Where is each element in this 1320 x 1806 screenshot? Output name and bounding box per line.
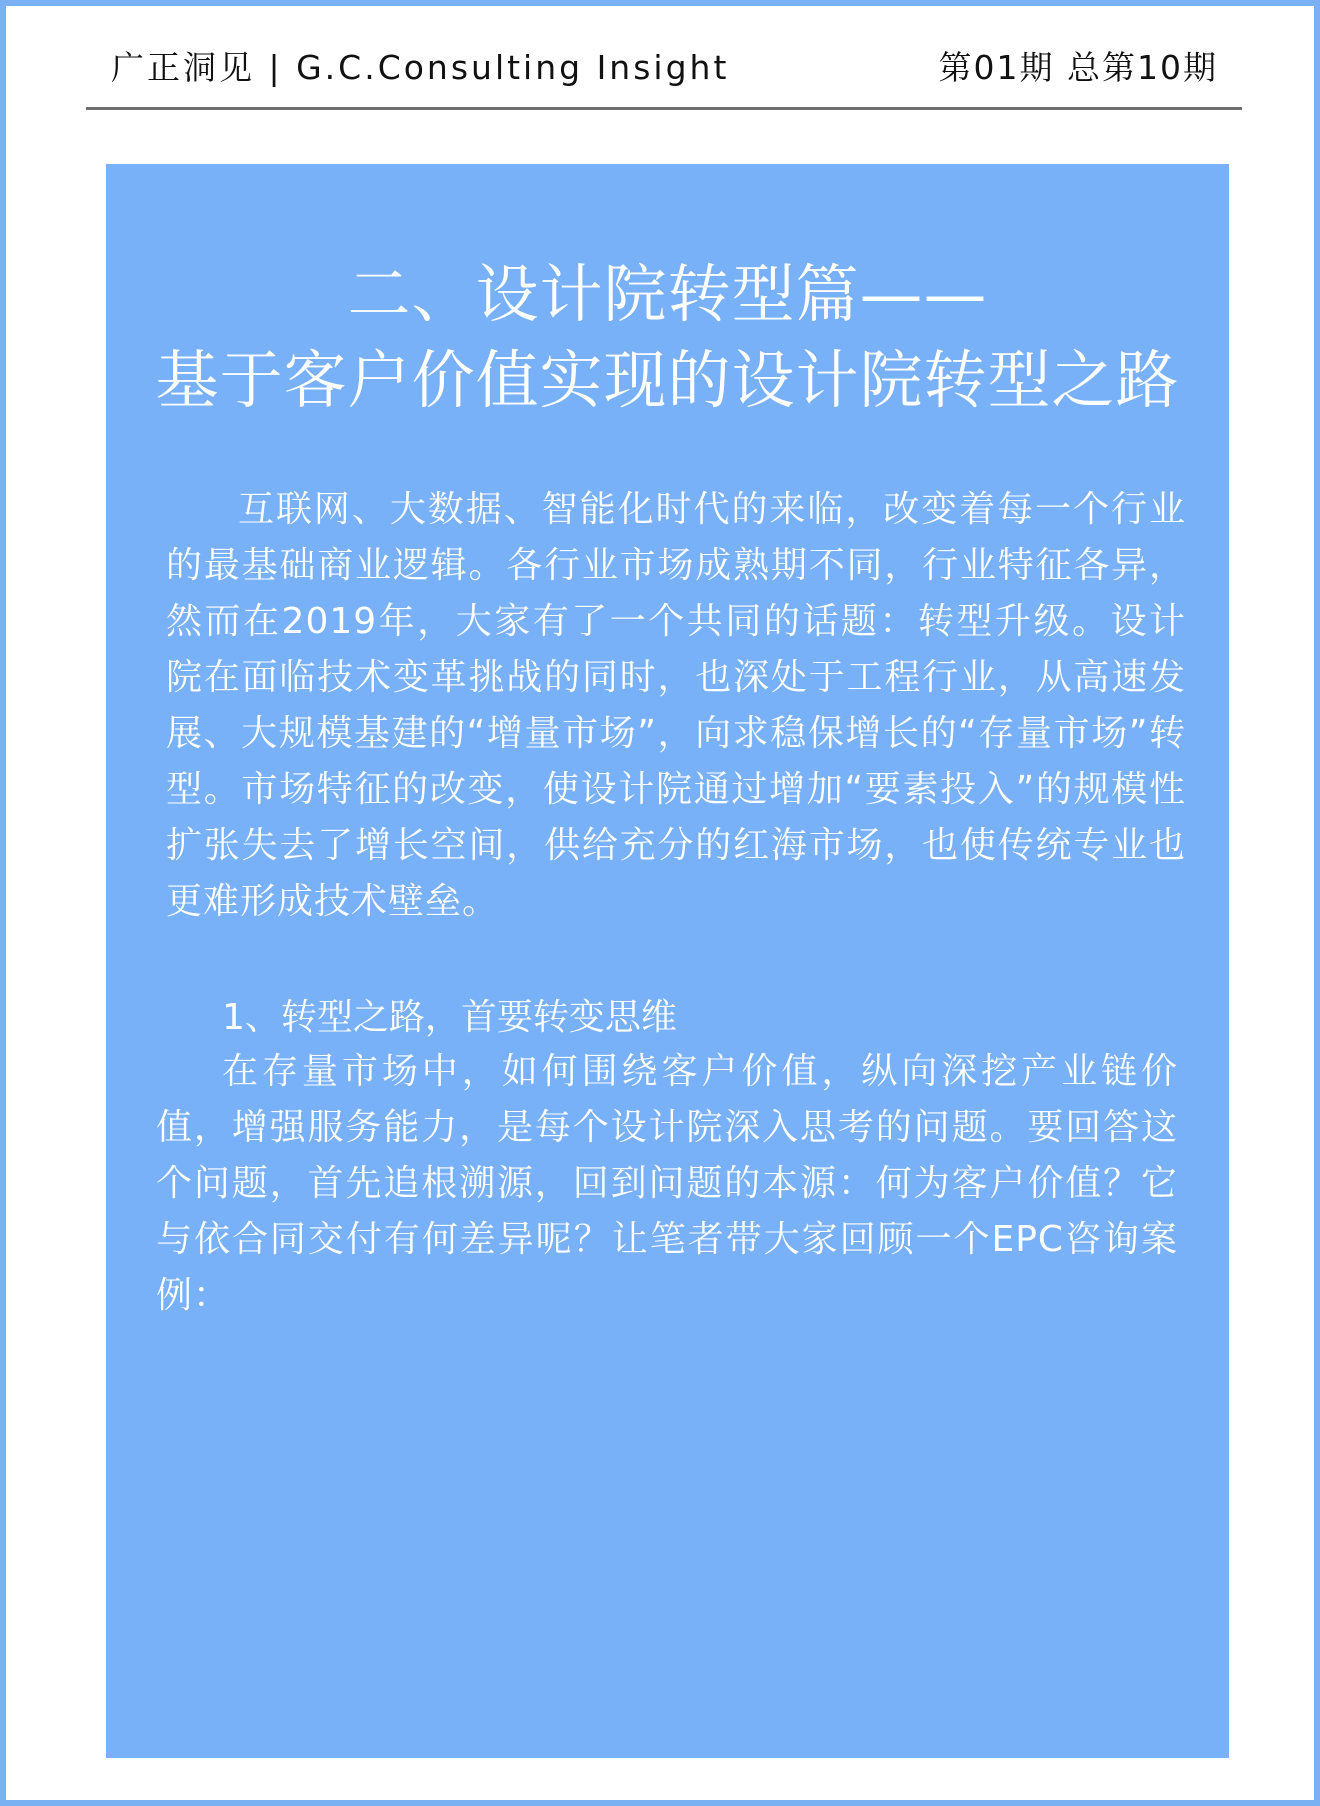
issue-number: 第01期 总第10期 (938, 48, 1218, 87)
section-heading: 1、转型之路，首要转变思维 (222, 997, 677, 1038)
article-title-line-1: 二、设计院转型篇—— (347, 258, 988, 331)
section-paragraph: 在存量市场中，如何围绕客户价值，纵向深挖产业链价值，增强服务能力，是每个设计院深入思考的问题。要回答这个问题，首先追根溯源，回到问题的本源：何为客户价值？它与依合同交付有何差异呢？让笔者带大家回顾一个EPC咨询案例： (156, 1051, 1178, 1316)
article-title-line-2: 基于客户价值实现的设计院转型之路 (155, 344, 1180, 417)
page-header (86, 34, 1242, 110)
article-panel (106, 164, 1229, 1758)
article-title (106, 252, 1229, 424)
publication-title: 广正洞见 | G.C.Consulting Insight (111, 48, 730, 87)
intro-paragraph: 互联网、大数据、智能化时代的来临，改变着每一个行业的最基础商业逻辑。各行业市场成熟期不同，行业特征各异，然而在2019年，大家有了一个共同的话题：转型升级。设计院在面临技术变革挑战的同时，也深处于工程行业，从高速发展、大规模基建的“增量市场”，向求稳保增长的“存量市场”转型。市场特征的改变，使设计院通过增加“要素投入”的规模性扩张失去了增长空间，供给充分的红海市场，也使传统专业也更难形成技术壁垒。 (166, 489, 1186, 922)
